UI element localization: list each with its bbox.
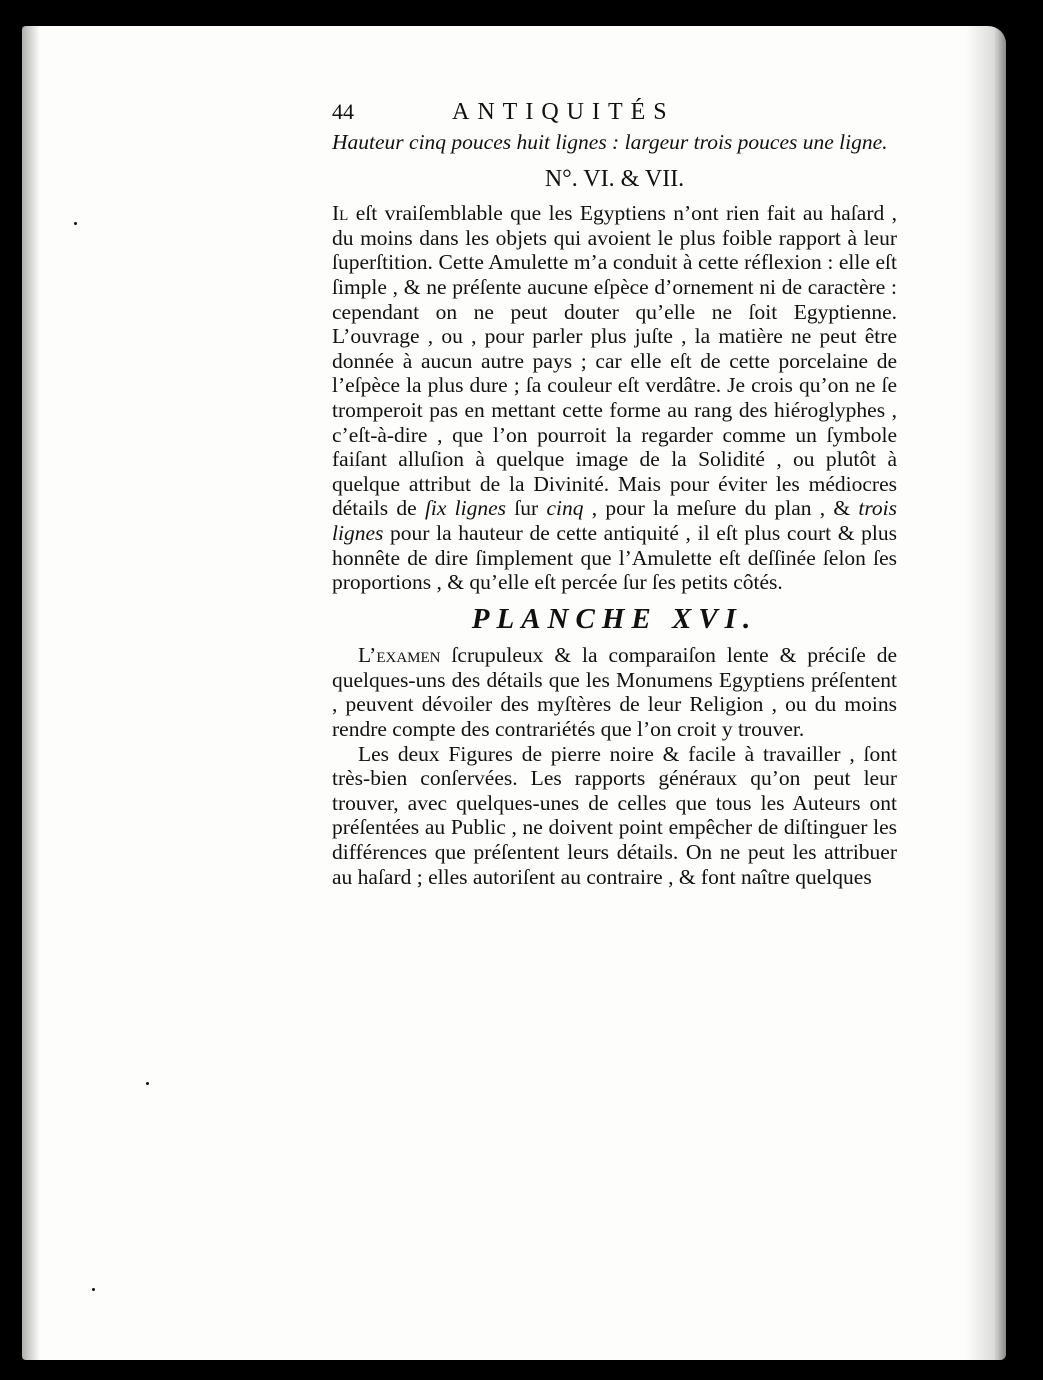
- paragraph-1-text-b: ſur: [506, 496, 547, 521]
- paragraph-2-text: ſcrupuleux & la comparaiſon lente & préciſe de quelques-uns des détails que les Monumens Egyptiens préſentent , peuvent dévoiler des myſtères de leur Religion , ou du moins rendre compte des contrariétés que l’on croit y trouver.: [332, 643, 897, 742]
- page-edge-shadow: [966, 26, 1006, 1360]
- paragraph-1-text-d: pour la hauteur de cette antiquité , il eſt plus court & plus honnête de dire ſimplement que l’Amulette eſt deſſinée ſelon ſes proportions , & qu’elle eſt percée ſur ſes petits côtés.: [332, 520, 897, 595]
- page-text: [332, 100, 897, 889]
- page-gutter-shadow: [22, 26, 40, 1360]
- paragraph-1-italic-3: trois lignes: [332, 496, 897, 545]
- intro-line: Hauteur cinq pouces huit lignes : largeur trois pouces une ligne.: [332, 130, 888, 154]
- paragraph-2-lead: L’examen: [358, 643, 441, 668]
- paragraph-3: Les deux Figures de pierre noire & facile à travailler , ſont très-bien conſervées. Les rapports généraux qu’on peut leur trouver, avec quelques-unes de celles que tous les Auteurs ont préſentées au Public , ne doivent point empêcher de diſtinguer les différences que préſentent leurs détails. On ne peut les attribuer au haſard ; elles autoriſent au contraire , & font naître quelques: [332, 741, 897, 889]
- ink-speck: [74, 222, 77, 225]
- paragraph-2: [332, 643, 897, 741]
- running-title: ANTIQUITÉS: [452, 99, 675, 125]
- paragraph-1-text-a: eſt vraiſemblable que les Egyptiens n’ont rien fait au haſard , du moins dans les objets qui avoient le plus foible rapport à leur ſuperſtition. Cette Amulette m’a conduit à cette réflexion : elle eſt ſimple , & ne préſente aucune eſpèce d’ornement ni de caractère : cependant on ne peut douter qu’elle ne ſoit Egyptienne. L’ouvrage , ou , pour parler plus juſte , la matière ne peut être donnée à aucun autre pays ; car elle eſt de cette porcelaine de l’eſpèce la plus dure ; ſa couleur eſt verdâtre. Je crois qu’on ne ſe tromperoit pas en mettant cette forme au rang des hiéroglyphes , c’eſt-à-dire , que l’on pourroit la regarder comme un ſymbole faiſant alluſion à quelque image de la Solidité , ou plutôt à quelque attribut de la Divinité. Mais pour éviter les médiocres détails de: [332, 201, 897, 521]
- ink-speck: [146, 1082, 149, 1085]
- running-header: [332, 100, 897, 130]
- section-heading: N°. VI. & VII.: [544, 165, 685, 192]
- page-number: 44: [332, 99, 354, 124]
- paragraph-1: [332, 201, 897, 595]
- paragraph-1-text-c: , pour la meſure du plan , &: [583, 496, 859, 521]
- paragraph-1-italic-1: ſix lignes: [424, 496, 507, 521]
- dropcap: Il: [332, 201, 349, 226]
- ink-speck: [92, 1288, 95, 1291]
- paragraph-1-italic-2: cinq: [546, 496, 584, 521]
- plate-heading: PLANCHE XVI.: [471, 602, 758, 635]
